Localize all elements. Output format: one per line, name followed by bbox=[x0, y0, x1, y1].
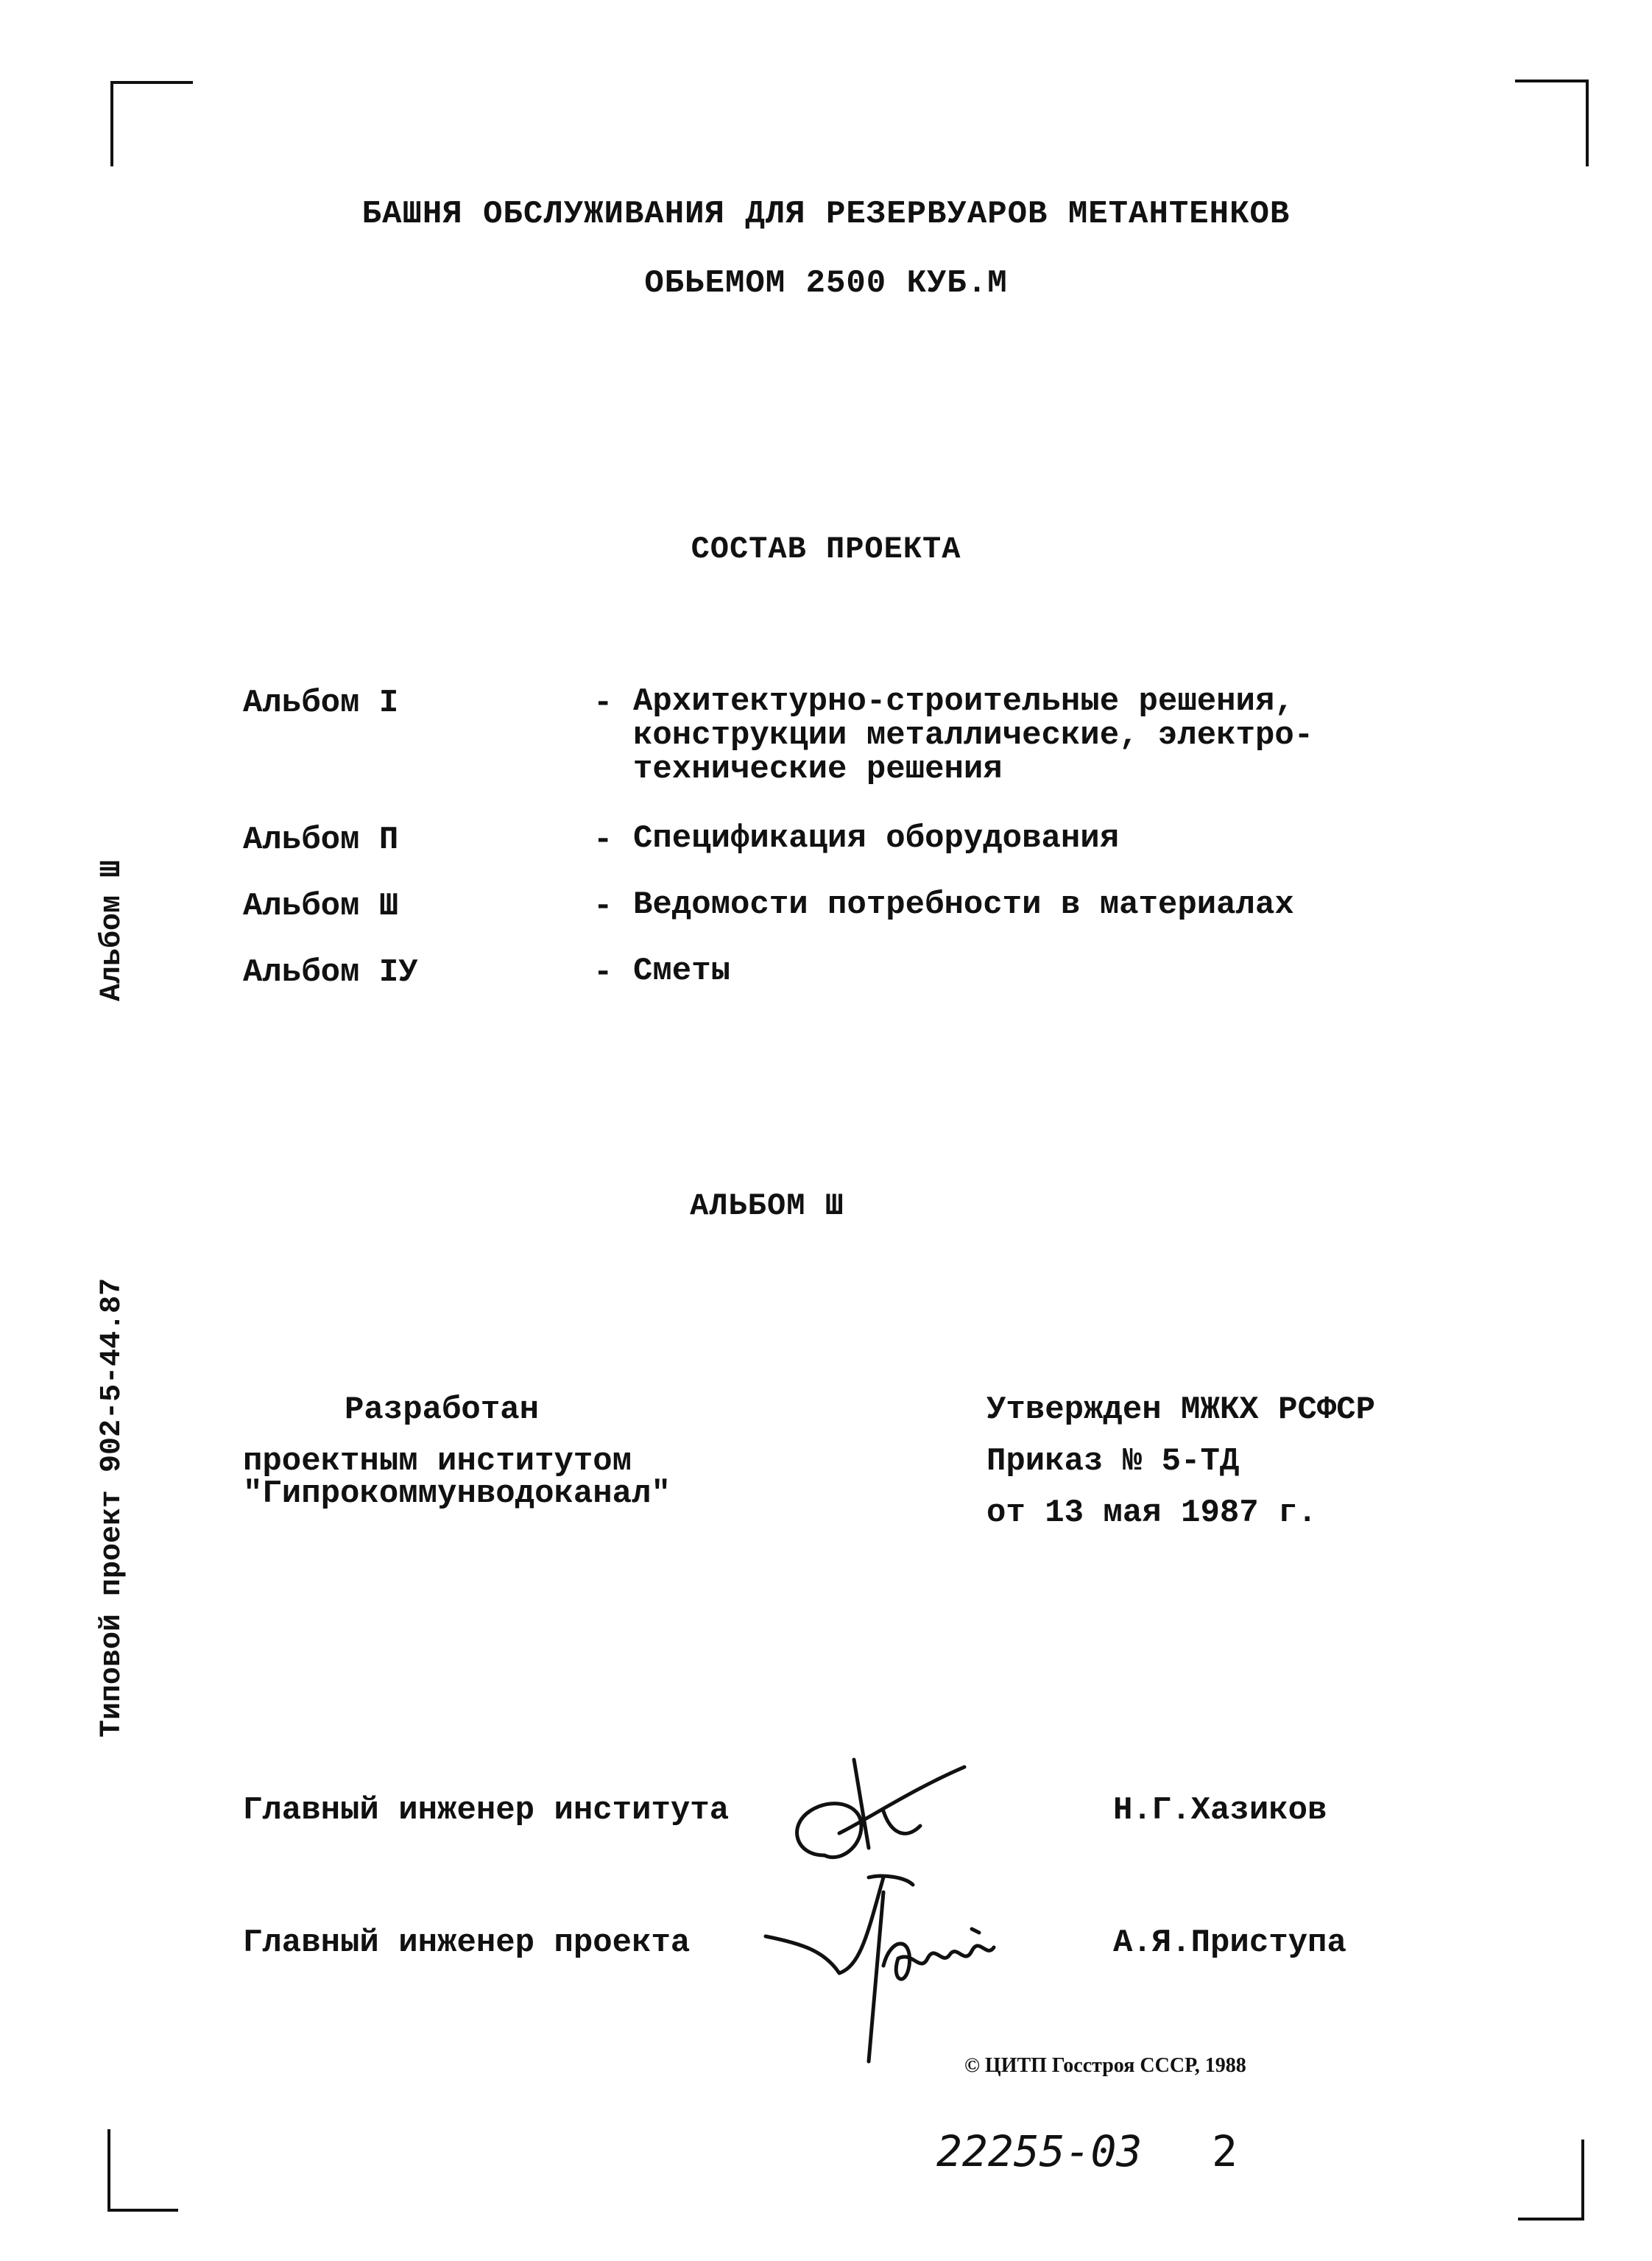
album-list-item bbox=[243, 954, 1421, 991]
album-description: Архитектурно-строительные решения, конструкции металлические, электро- технические решения bbox=[633, 683, 1314, 788]
document-title-line2: ОБЬЕМОМ 2500 КУБ.М bbox=[644, 265, 1008, 302]
album-dash: - bbox=[593, 685, 613, 722]
signature-role-project: Главный инженер проекта bbox=[243, 1925, 691, 1961]
document-title-line1: БАШНЯ ОБСЛУЖИВАНИЯ ДЛЯ РЕЗЕРВУАРОВ МЕТАНТЕНКОВ bbox=[361, 196, 1291, 233]
album-label: Альбом П bbox=[243, 822, 399, 858]
composition-heading: СОСТАВ ПРОЕКТА bbox=[691, 532, 961, 567]
corner-mark-top-right bbox=[1515, 80, 1589, 166]
album-description: Ведомости потребности в материалах bbox=[633, 886, 1294, 923]
signature-name-project: А.Я.Приступа bbox=[1113, 1925, 1346, 1961]
developer-line1: Разработан bbox=[345, 1391, 540, 1428]
album-label: Альбом IУ bbox=[243, 954, 418, 991]
developer-line2: проектным институтом bbox=[243, 1443, 632, 1480]
album-list-item bbox=[243, 822, 1421, 858]
signature-mark-institute bbox=[780, 1745, 972, 1877]
approval-line2: Приказ № 5-ТД bbox=[986, 1443, 1240, 1480]
approval-line1: Утвержден МЖКХ РСФСР bbox=[986, 1391, 1376, 1428]
document-number: 22255-03 bbox=[936, 2126, 1143, 2176]
album-description: Сметы bbox=[633, 953, 731, 990]
corner-mark-top-left bbox=[110, 81, 193, 166]
album-list-item bbox=[243, 888, 1421, 925]
page-number: 2 bbox=[1212, 2126, 1238, 2176]
signature-mark-project bbox=[758, 1863, 1023, 2069]
corner-mark-bottom-right bbox=[1518, 2140, 1584, 2221]
corner-mark-bottom-left bbox=[107, 2129, 178, 2212]
side-label-project: Типовой проект 902-5-44.87 bbox=[96, 1277, 129, 1738]
side-label-album: Альбом Ш bbox=[96, 859, 129, 1001]
signature-role-institute: Главный инженер института bbox=[243, 1792, 730, 1829]
album-description: Спецификация оборудования bbox=[633, 820, 1120, 857]
album-dash: - bbox=[593, 822, 613, 858]
developer-line3: "Гипрокоммунводоканал" bbox=[243, 1475, 671, 1512]
album-dash: - bbox=[593, 888, 613, 925]
album-label: Альбом I bbox=[243, 685, 399, 722]
album-list-item bbox=[243, 685, 1421, 795]
current-album-heading: АЛЬБОМ Ш bbox=[690, 1188, 844, 1224]
approval-line3: от 13 мая 1987 г. bbox=[986, 1495, 1317, 1531]
copyright-notice: © ЦИТП Госстроя СССР, 1988 bbox=[964, 2054, 1246, 2077]
album-dash: - bbox=[593, 954, 613, 991]
album-label: Альбом Ш bbox=[243, 888, 399, 925]
signature-name-institute: Н.Г.Хазиков bbox=[1113, 1792, 1327, 1829]
